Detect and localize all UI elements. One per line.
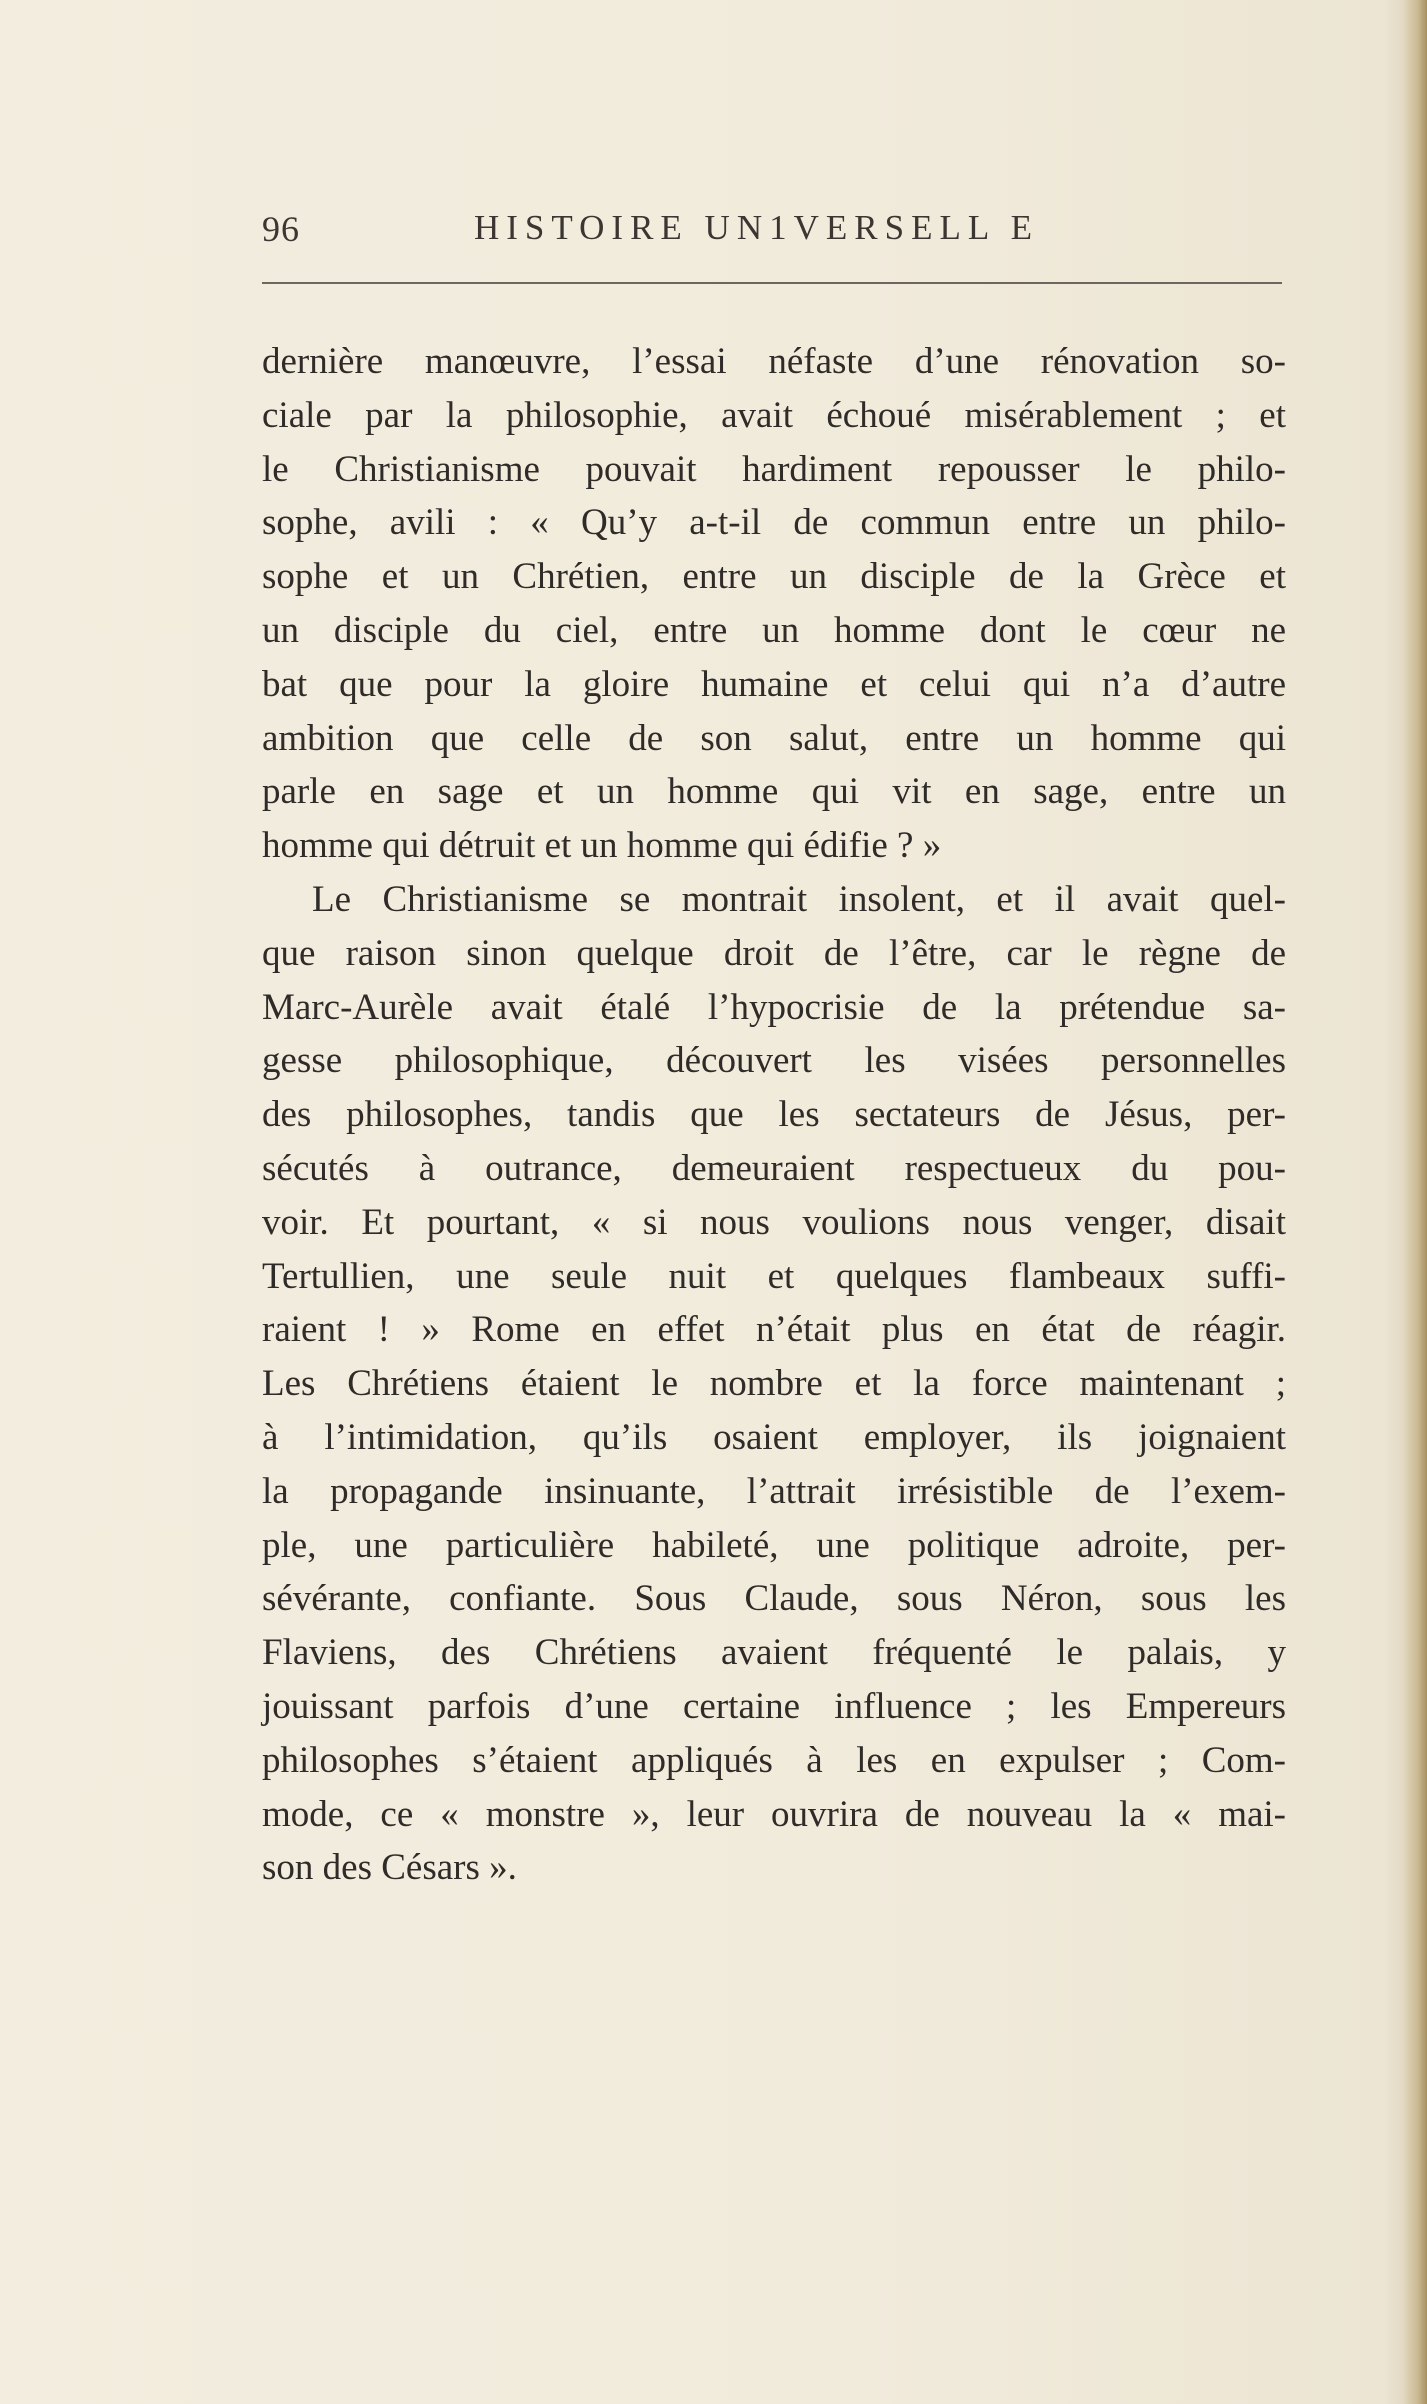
paragraph xyxy=(262,335,1286,873)
text-line: Tertullien, une seule nuit et quelques flambeaux suffi- xyxy=(262,1255,1286,1297)
paragraph xyxy=(262,873,1286,1895)
text-line: gesse philosophique, découvert les visées personnelles xyxy=(262,1040,1286,1082)
text-line: sophe, avili : « Qu’y a-t-il de commun entre un philo- xyxy=(262,502,1286,544)
text-line: raient ! » Rome en effet n’était plus en état de réagir. xyxy=(262,1309,1286,1351)
text-line: bat que pour la gloire humaine et celui qui n’a d’autre xyxy=(262,663,1286,705)
text-line: Le Christianisme se montrait insolent, et il avait quel- xyxy=(312,878,1286,920)
text-line: que raison sinon quelque droit de l’être, car le règne de xyxy=(262,932,1286,974)
text-line: dernière manœuvre, l’essai néfaste d’une rénovation so- xyxy=(262,341,1286,382)
text-line: ciale par la philosophie, avait échoué misérablement ; et xyxy=(262,394,1286,436)
text-line: des philosophes, tandis que les sectateurs de Jésus, per- xyxy=(262,1094,1286,1136)
body-text xyxy=(262,335,1286,1895)
page-number: 96 xyxy=(262,209,300,249)
text-line: un disciple du ciel, entre un homme dont le cœur ne xyxy=(262,609,1286,651)
text-line: Marc-Aurèle avait étalé l’hypocrisie de la prétendue sa- xyxy=(262,986,1286,1028)
text-line: le Christianisme pouvait hardiment repousser le philo- xyxy=(262,448,1286,490)
text-line: philosophes s’étaient appliqués à les en expulser ; Com- xyxy=(262,1739,1286,1781)
text-line: Les Chrétiens étaient le nombre et la force maintenant ; xyxy=(262,1363,1286,1405)
text-line: Flaviens, des Chrétiens avaient fréquenté le palais, y xyxy=(262,1632,1286,1674)
text-line: mode, ce « monstre », leur ouvrira de nouveau la « mai- xyxy=(262,1793,1286,1835)
text-line: parle en sage et un homme qui vit en sage, entre un xyxy=(262,771,1286,813)
text-line: à l’intimidation, qu’ils osaient employer, ils joignaient xyxy=(262,1416,1286,1458)
text-line: la propagande insinuante, l’attrait irrésistible de l’exem- xyxy=(262,1470,1286,1512)
text-line: jouissant parfois d’une certaine influence ; les Empereurs xyxy=(262,1685,1286,1727)
text-line: ambition que celle de son salut, entre un homme qui xyxy=(262,717,1286,759)
text-line: sévérante, confiante. Sous Claude, sous Néron, sous les xyxy=(262,1578,1286,1620)
text-line: voir. Et pourtant, « si nous voulions nous venger, disait xyxy=(262,1201,1286,1243)
page-header xyxy=(262,208,1282,268)
text-line: homme qui détruit et un homme qui édifie ? » xyxy=(262,825,942,867)
running-title: HISTOIRE UN1VERSELL E xyxy=(474,208,1040,247)
header-rule xyxy=(262,282,1282,284)
page-edge-shadow xyxy=(1403,0,1427,2404)
text-line: sophe et un Chrétien, entre un disciple de la Grèce et xyxy=(262,556,1286,598)
text-line: son des Césars ». xyxy=(262,1847,517,1889)
text-line: ple, une particulière habileté, une politique adroite, per- xyxy=(262,1524,1286,1566)
text-line: sécutés à outrance, demeuraient respectueux du pou- xyxy=(262,1147,1286,1189)
